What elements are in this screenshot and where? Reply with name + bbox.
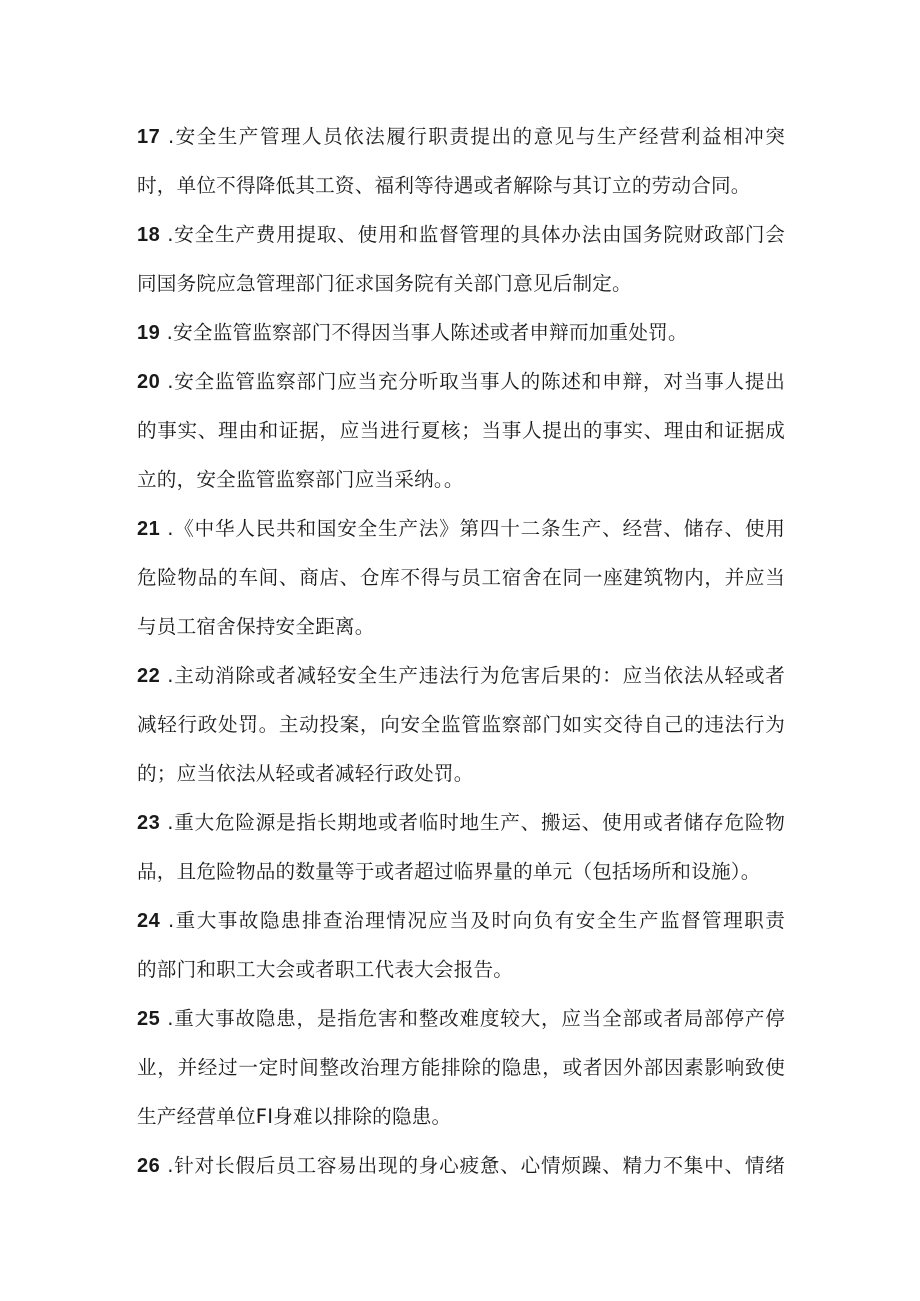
paragraph-line	[137, 749, 785, 798]
line-text: 时，单位不得降低其工资、福利等待遇或者解除与其订立的劳动合同。	[137, 174, 751, 197]
numbered-paragraph	[137, 994, 785, 1141]
item-number: 19	[137, 322, 161, 344]
line-text: 品，且危险物品的数量等于或者超过临界量的单元（包括场所和设施）。	[137, 860, 761, 883]
item-number: 21	[137, 518, 161, 540]
item-number: 23	[137, 812, 161, 834]
line-text: 的事实、理由和证据，应当进行夏核；当事人提出的事实、理由和证据成	[137, 419, 785, 442]
line-text: .重大危险源是指长期地或者临时地生产、搬运、使用或者储存危险物	[160, 811, 785, 834]
item-number: 20	[137, 371, 161, 393]
paragraph-line	[137, 847, 785, 896]
paragraph-line	[137, 651, 785, 700]
line-text: 业，并经过一定时间整改治理方能排除的隐患，或者因外部因素影响致使	[137, 1056, 785, 1079]
paragraph-line	[137, 406, 785, 455]
paragraph-line	[137, 357, 785, 406]
paragraph-line	[137, 994, 785, 1043]
paragraph-line	[137, 1141, 785, 1190]
paragraph-line	[137, 700, 785, 749]
line-text: 危险物品的车间、商店、仓库不得与员工宿舍在同一座建筑物内，并应当	[137, 566, 785, 589]
item-number: 24	[137, 910, 161, 932]
line-text: 的；应当依法从轻或者减轻行政处罚。	[137, 762, 474, 785]
paragraph-line	[137, 1043, 785, 1092]
item-number: 18	[137, 224, 161, 246]
paragraph-line	[137, 553, 785, 602]
line-text: 与员工宿舍保持安全距离。	[137, 615, 375, 638]
line-text: .《中华人民共和国安全生产法》第四十二条生产、经营、储存、使用	[160, 517, 785, 540]
numbered-paragraph	[137, 651, 785, 798]
numbered-paragraph	[137, 1141, 785, 1190]
numbered-paragraph	[137, 504, 785, 651]
line-text: 立的，安全监管监察部门应当采纳。。	[137, 468, 464, 491]
paragraph-line	[137, 161, 785, 210]
paragraph-line	[137, 112, 785, 161]
line-text: .安全生产费用提取、使用和监督管理的具体办法由国务院财政部门会	[160, 223, 785, 246]
item-number: 22	[137, 665, 161, 687]
line-text: .主动消除或者减轻安全生产违法行为危害后果的：应当依法从轻或者	[160, 664, 785, 687]
numbered-paragraph	[137, 112, 785, 210]
line-text: .重大事故隐患，是指危害和整改难度较大，应当全部或者局部停产停	[160, 1007, 785, 1030]
numbered-paragraph	[137, 210, 785, 308]
numbered-paragraph	[137, 308, 785, 357]
paragraph-line	[137, 259, 785, 308]
document-body	[137, 112, 785, 1190]
paragraph-line	[137, 455, 785, 504]
paragraph-line	[137, 308, 785, 357]
paragraph-line	[137, 1092, 785, 1141]
paragraph-line	[137, 504, 785, 553]
item-number: 25	[137, 1008, 161, 1030]
line-text: 生产经营单位FI身难以排除的隐患。	[137, 1105, 452, 1128]
paragraph-line	[137, 602, 785, 651]
line-text: .安全生产管理人员依法履行职责提出的意见与生产经营利益相冲突	[160, 125, 785, 148]
line-text: .重大事故隐患排查治理情况应当及时向负有安全生产监督管理职责	[160, 909, 785, 932]
line-text: 减轻行政处罚。主动投案，向安全监管监察部门如实交待自己的违法行为	[137, 713, 785, 736]
line-text: .针对长假后员工容易出现的身心疲惫、心情烦躁、精力不集中、情绪	[160, 1154, 785, 1177]
line-text: .安全监管监察部门应当充分听取当事人的陈述和申辩，对当事人提出	[160, 370, 785, 393]
line-text: 同国务院应急管理部门征求国务院有关部门意见后制定。	[137, 272, 632, 295]
numbered-paragraph	[137, 357, 785, 504]
paragraph-line	[137, 798, 785, 847]
numbered-paragraph	[137, 798, 785, 896]
paragraph-line	[137, 896, 785, 945]
paragraph-line	[137, 210, 785, 259]
line-text: 的部门和职工大会或者职工代表大会报告。	[137, 958, 514, 981]
item-number: 17	[137, 126, 161, 148]
line-text: .安全监管监察部门不得因当事人陈述或者申辩而加重处罚。	[160, 321, 688, 344]
paragraph-line	[137, 945, 785, 994]
numbered-paragraph	[137, 896, 785, 994]
item-number: 26	[137, 1155, 161, 1177]
